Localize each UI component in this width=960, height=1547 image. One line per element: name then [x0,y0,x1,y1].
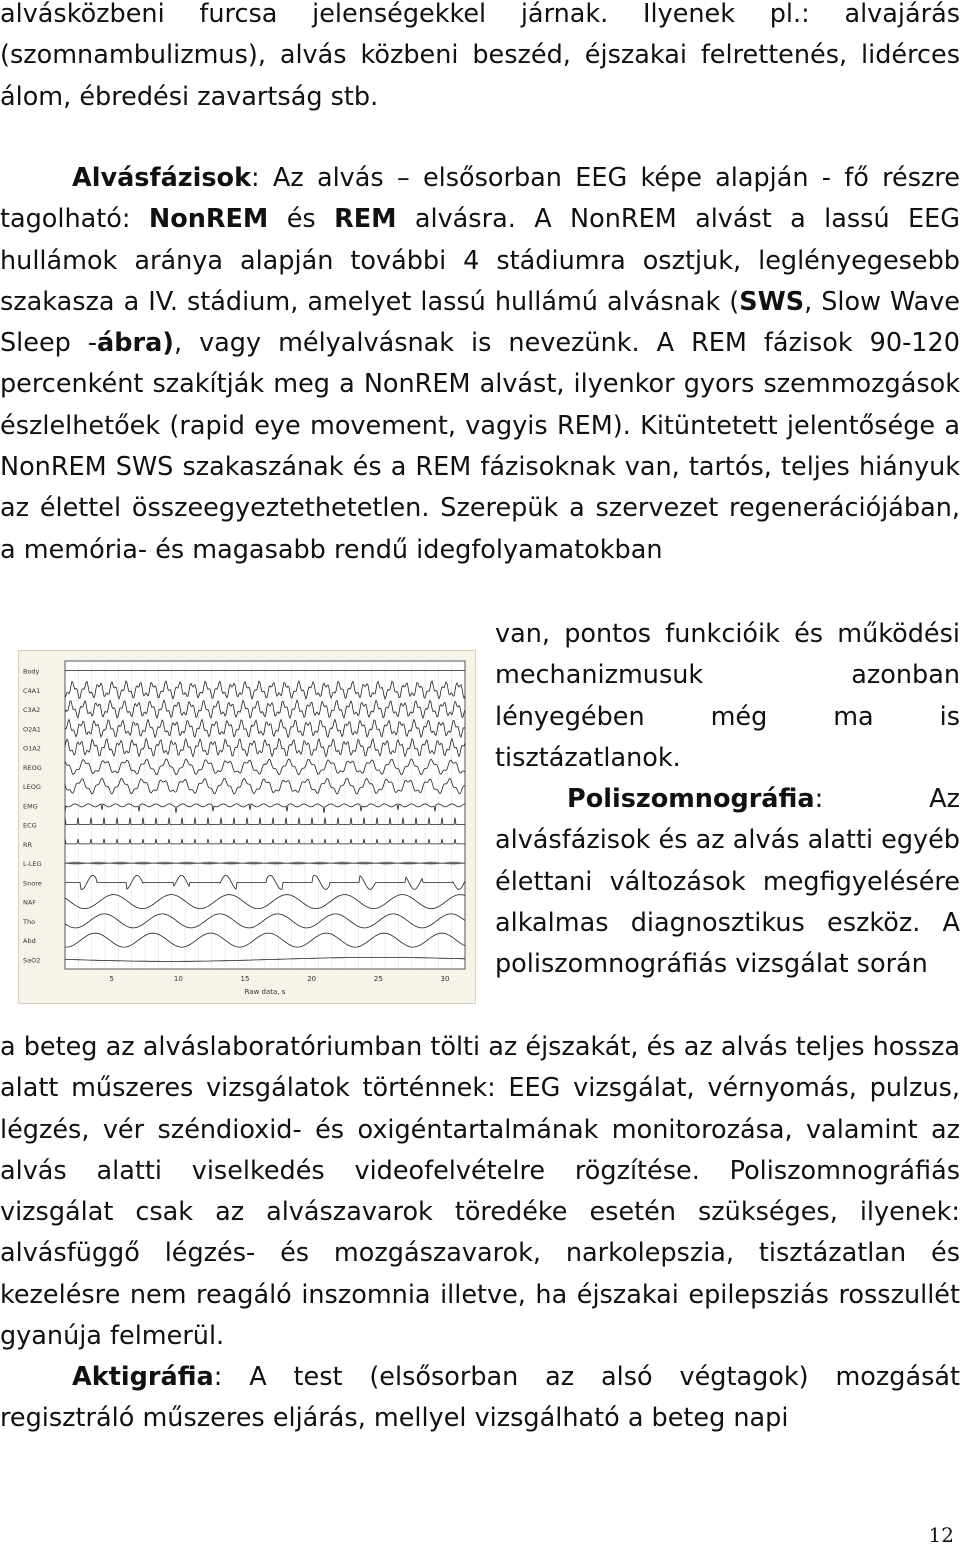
channel-label: O2A1 [23,725,41,734]
channel-label: Snore [23,879,42,888]
side-paragraph-poliszomnografia [495,779,960,985]
x-tick-label: 10 [173,975,183,983]
paragraph-sleep-phenomena [0,0,960,118]
channel-label: Abd [23,937,36,946]
term-alvasfazisok: Alvásfázisok [72,163,252,193]
channel-label: Body [23,667,40,676]
x-axis-label: Raw data, s [244,988,286,996]
channel-label: REOG [23,763,42,772]
text-run: , Slow Wave Sleep - [0,286,960,359]
term-poliszomnografia: Poliszomnográfia [567,784,815,814]
channel-label: EMG [23,802,38,811]
text-run: alvásra. A NonREM alvást a lassú EEG hullámok aránya alapján további 4 stádiumra osztjuk, leglényegesebb szakasza a IV. stádium, amelyet lassú hullámú alvásnak ( [0,204,960,317]
term-abra: ábra) [97,328,174,359]
x-tick-label: 30 [440,975,450,983]
channel-label: C3A2 [23,706,41,715]
channel-label: LEOG [23,783,41,792]
text-run: : Az alvás – elsősorban EEG képe alapján - fő részre tagolható: [0,163,960,235]
x-tick-label: 5 [109,975,114,983]
side-text: van, pontos funkcióik és működési mechanizmusuk azonban lényegében még ma is tisztázatlanok. [495,619,960,773]
page-number: 12 [928,1523,954,1547]
term-aktigrafia: Aktigráfia [72,1362,214,1392]
x-tick-label: 25 [373,975,383,983]
channel-label: O1A2 [23,744,41,753]
channel-label: ECG [23,821,37,830]
paragraph-aktigrafia [0,1357,960,1440]
paragraph-psg-procedure [0,1027,960,1357]
paragraph-text: : A test (elsősorban az alsó végtagok) mozgását regisztráló műszeres eljárás, mellyel vizsgálható a beteg napi [0,1362,960,1434]
side-text: : Az alvásfázisok és az alvás alatti egyéb élettani változások megfigyelésére alkalmas diagnosztikus eszköz. A poliszomnográfiás vizsgálat során [495,784,960,980]
psg-chart [19,651,475,1003]
x-tick-label: 15 [240,975,250,983]
channel-label: RR [23,840,33,849]
channel-label: Tho [23,917,36,926]
x-tick-label: 20 [307,975,317,983]
text-run: , vagy mélyalvásnak is nevezünk. A REM fázisok 90-120 percenként szakítják meg a NonREM alvást, ilyenkor gyors szemmozgások észlelhetőek (rapid eye movement, vagyis REM). Kitüntetett jelentősége a NonREM SWS szakaszának és a REM fázisoknak van, tartós, teljes hiányuk az élettel összeegyeztethetetlen. Szerepük a szervezet regenerációjában, a memória- és magasabb rendű idegfolyamatokban [0,328,960,565]
paragraph-sleep-phases [0,158,960,571]
term-nonrem: NonREM [148,204,269,235]
term-sws: SWS [739,286,805,317]
channel-label: C4A1 [23,686,41,695]
term-rem: REM [334,204,397,235]
text-run: és [268,204,335,235]
paragraph-text: alvásközbeni furcsa jelenségekkel járnak. Ilyenek pl.: alvajárás (szomnambulizmus), alvás közbeni beszéd, éjszakai felrettenés, lidérces álom, ébredési zavartság stb. [0,0,960,112]
channel-label: NAF [23,898,37,907]
side-paragraph-functions [495,614,960,779]
polysomnography-figure [18,650,476,1004]
paragraph-text: a beteg az alváslaboratóriumban tölti az éjszakát, és az alvás teljes hossza alatt műszeres vizsgálatok történnek: EEG vizsgálat, vérnyomás, pulzus, légzés, vér széndioxid- és oxigéntartalmának monitorozása, valamint az alvás alatti viselkedés videofelvételre rögzítése. Poliszomnográfiás vizsgálat csak az alvászavarok töredéke esetén szükséges, ilyenek: alvásfüggő légzés- és mozgászavarok, narkolepszia, tisztázatlan és kezelésre nem reagáló inszomnia illetve, ha éjszakai epilepsziás rosszullét gyanúja felmerül. [0,1032,960,1352]
channel-label: L-LEG [23,860,42,869]
channel-label: SaO2 [23,956,41,965]
